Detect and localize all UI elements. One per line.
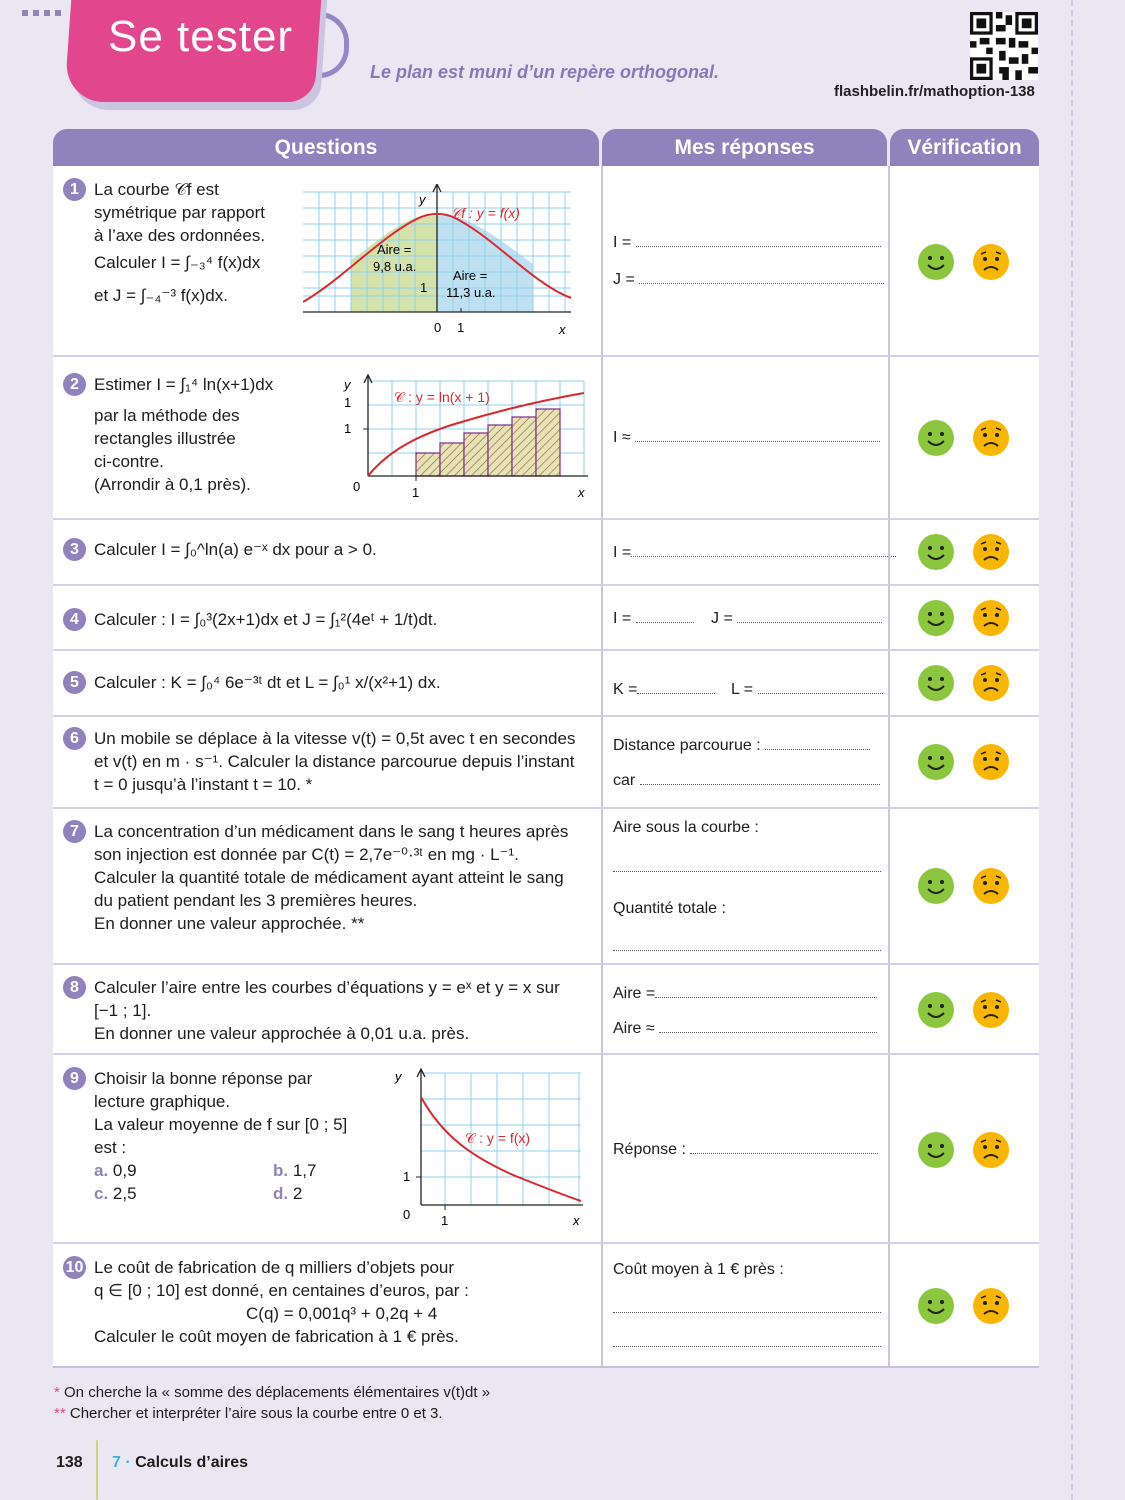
question-line: Calculer I = ∫₋₃⁴ f(x)dx xyxy=(94,253,261,272)
answer-field[interactable] xyxy=(613,610,694,628)
page-subtitle: Le plan est muni d’un repère orthogonal. xyxy=(370,62,720,82)
sad-face-icon[interactable] xyxy=(973,1132,1009,1168)
graph-x-one: 1 xyxy=(457,320,465,335)
happy-face-icon[interactable] xyxy=(918,744,954,780)
graph-origin: 0 xyxy=(434,320,442,335)
check-cell xyxy=(888,166,1041,356)
sad-face-icon[interactable] xyxy=(973,1288,1009,1324)
answer-field[interactable] xyxy=(613,544,896,562)
question-cell xyxy=(53,520,599,584)
answer-cell xyxy=(601,717,890,807)
question-line: Un mobile se déplace à la vitesse v(t) = 0,5t avec t en secondes xyxy=(94,729,576,748)
question-cell xyxy=(53,809,599,963)
question-line: En donner une valeur approchée. ** xyxy=(94,914,365,933)
question-line: La valeur moyenne de f sur [0 ; 5] xyxy=(94,1115,348,1134)
answer-label: I = xyxy=(613,544,632,561)
answer-label: Coût moyen à 1 € près : xyxy=(613,1261,784,1278)
graph-gaussian xyxy=(303,184,593,339)
question-line: (Arrondir à 0,1 près). xyxy=(94,475,251,494)
question-text xyxy=(94,178,265,307)
answer-field[interactable] xyxy=(613,1312,881,1313)
question-number: 9 xyxy=(63,1067,86,1090)
question-row-4 xyxy=(53,586,1039,649)
question-line: [−1 ; 1]. xyxy=(94,1001,152,1020)
graph-x-one: 1 xyxy=(441,1213,449,1228)
happy-face-icon[interactable] xyxy=(918,992,954,1028)
answer-field[interactable] xyxy=(613,681,715,699)
question-number: 3 xyxy=(63,538,86,561)
question-line: Calculer l’aire entre les courbes d’équations y = eˣ et y = x sur xyxy=(94,978,560,997)
question-line: lecture graphique. xyxy=(94,1092,231,1111)
answer-field[interactable] xyxy=(711,610,882,628)
sad-face-icon[interactable] xyxy=(973,534,1009,570)
question-text xyxy=(94,1256,469,1348)
check-cell xyxy=(888,1055,1041,1242)
sad-face-icon[interactable] xyxy=(973,600,1009,636)
graph-y-label: y xyxy=(419,192,426,207)
graph-x-one: 1 xyxy=(412,485,420,500)
happy-face-icon[interactable] xyxy=(918,600,954,636)
question-line: t = 0 jusqu’à l’instant t = 10. * xyxy=(94,775,313,794)
answer-label: I ≈ xyxy=(613,429,631,446)
happy-face-icon[interactable] xyxy=(918,665,954,701)
rectangle-bar xyxy=(416,453,440,476)
question-text xyxy=(94,820,568,935)
rectangle-bar xyxy=(536,409,560,476)
answer-field[interactable] xyxy=(613,737,870,755)
graph-decreasing xyxy=(393,1067,593,1237)
rectangle-bar xyxy=(488,425,512,476)
check-cell xyxy=(888,809,1041,963)
question-cell xyxy=(53,586,599,649)
question-text xyxy=(94,727,575,796)
question-number: 1 xyxy=(63,178,86,201)
rectangle-bar xyxy=(512,417,536,476)
answer-cell xyxy=(601,1055,890,1242)
qr-code-icon[interactable] xyxy=(970,12,1038,80)
sad-face-icon[interactable] xyxy=(973,868,1009,904)
question-row-3 xyxy=(53,520,1039,584)
table-bottom-border xyxy=(53,1366,1039,1368)
sad-face-icon[interactable] xyxy=(973,665,1009,701)
question-line: par la méthode des xyxy=(94,406,240,425)
graph-y-label: y xyxy=(344,377,351,392)
question-row-9 xyxy=(53,1055,1039,1242)
happy-face-icon[interactable] xyxy=(918,420,954,456)
question-line: Calculer le coût moyen de fabrication à 1 € près. xyxy=(94,1327,459,1346)
question-line: C(q) = 0,001q³ + 0,2q + 4 xyxy=(246,1304,438,1323)
answer-label: car xyxy=(613,772,636,789)
options-grid xyxy=(94,1159,347,1205)
question-row-2 xyxy=(53,357,1039,518)
area-left-value: 9,8 u.a. xyxy=(373,259,417,274)
check-cell xyxy=(888,357,1041,518)
question-line: Le coût de fabrication de q milliers d’objets pour xyxy=(94,1258,455,1277)
question-row-8 xyxy=(53,965,1039,1053)
graph-origin: 0 xyxy=(403,1207,411,1222)
question-number: 5 xyxy=(63,671,86,694)
page-number: 138 xyxy=(56,1454,83,1471)
page-title: Se tester xyxy=(108,12,294,61)
answer-label: I = xyxy=(613,610,632,627)
answer-field[interactable] xyxy=(613,772,880,790)
margin-divider xyxy=(1071,0,1073,1500)
sad-face-icon[interactable] xyxy=(973,992,1009,1028)
curve-label: 𝒞 : y = f(x) xyxy=(465,1130,531,1146)
answer-cell xyxy=(601,357,890,518)
graph-x-label: x xyxy=(578,485,585,500)
answer-label: Quantité totale : xyxy=(613,900,726,917)
sad-face-icon[interactable] xyxy=(973,420,1009,456)
option-b[interactable]: b. 1,7 xyxy=(273,1161,317,1180)
question-cell xyxy=(53,1055,599,1242)
option-d[interactable]: d. 2 xyxy=(273,1184,303,1203)
question-number: 6 xyxy=(63,727,86,750)
answer-cell xyxy=(601,965,890,1053)
answer-field[interactable] xyxy=(613,429,880,447)
check-cell xyxy=(888,520,1041,584)
happy-face-icon[interactable] xyxy=(918,868,954,904)
answer-field[interactable] xyxy=(613,1020,877,1038)
answer-field[interactable] xyxy=(613,1141,878,1159)
area-right-label: Aire = xyxy=(453,268,488,283)
graph-ln xyxy=(338,371,593,506)
happy-face-icon[interactable] xyxy=(918,1288,954,1324)
sad-face-icon[interactable] xyxy=(973,244,1009,280)
question-line: rectangles illustrée xyxy=(94,429,236,448)
question-row-5 xyxy=(53,651,1039,715)
check-cell xyxy=(888,717,1041,807)
header-check: Vérification xyxy=(890,129,1039,166)
question-line: est : xyxy=(94,1138,127,1157)
decor-dots xyxy=(22,10,66,16)
question-line: Choisir la bonne réponse par xyxy=(94,1069,313,1088)
question-text xyxy=(94,373,273,496)
check-cell xyxy=(888,1244,1041,1366)
question-number: 8 xyxy=(63,976,86,999)
answer-field[interactable] xyxy=(731,681,883,699)
answer-label: L = xyxy=(731,681,754,698)
answer-field[interactable] xyxy=(613,1346,881,1347)
happy-face-icon[interactable] xyxy=(918,534,954,570)
answer-field[interactable] xyxy=(613,871,881,872)
header-answers: Mes réponses xyxy=(602,129,887,166)
footnote: * On cherche la « somme des déplacements élémentaires v(t)dt » xyxy=(54,1384,491,1401)
answer-cell xyxy=(601,520,890,584)
answer-label: Aire = xyxy=(613,985,656,1002)
answer-label: Aire ≈ xyxy=(613,1020,655,1037)
answer-label: Réponse : xyxy=(613,1141,686,1158)
answer-cell xyxy=(601,1244,890,1366)
footnote: ** Chercher et interpréter l’aire sous la courbe entre 0 et 3. xyxy=(54,1405,443,1422)
question-text xyxy=(94,976,560,1045)
question-text: Calculer : I = ∫₀³(2x+1)dx et J = ∫₁²(4eᵗ + 1/t)dt. xyxy=(94,610,438,629)
answer-cell xyxy=(601,166,890,356)
answer-label: I = xyxy=(613,234,632,251)
option-a[interactable]: a. 0,9 xyxy=(94,1161,137,1180)
question-cell xyxy=(53,717,599,807)
question-row-6 xyxy=(53,717,1039,807)
question-line: La courbe 𝒞f est xyxy=(94,180,219,199)
question-cell xyxy=(53,1244,599,1366)
question-text: Calculer : K = ∫₀⁴ 6e⁻³ᵗ dt et L = ∫₀¹ x/(x²+1) dx. xyxy=(94,673,441,692)
answer-label: Distance parcourue : xyxy=(613,737,761,754)
curve-label: 𝒞 : y = ln(x + 1) xyxy=(394,389,490,405)
question-row-1 xyxy=(53,166,1039,356)
question-line: Estimer I = ∫₁⁴ ln(x+1)dx xyxy=(94,375,274,394)
curve-label: 𝒞f : y = f(x) xyxy=(451,205,520,221)
area-left-label: Aire = xyxy=(377,242,412,257)
graph-origin: 0 xyxy=(353,479,361,494)
question-line: son injection est donnée par C(t) = 2,7e⁻⁰·³ᵗ en mg · L⁻¹. xyxy=(94,845,519,864)
graph-y-one: 1 xyxy=(344,421,352,436)
happy-face-icon[interactable] xyxy=(918,1132,954,1168)
graph-x-label: x xyxy=(573,1213,580,1228)
answer-cell xyxy=(601,586,890,649)
rectangle-bar xyxy=(464,433,488,476)
question-line: q ∈ [0 ; 10] est donné, en centaines d’euros, par : xyxy=(94,1281,469,1300)
graph-x-label: x xyxy=(559,322,566,337)
answer-cell xyxy=(601,809,890,963)
question-cell xyxy=(53,651,599,715)
answer-label: Aire sous la courbe : xyxy=(613,819,759,836)
header-questions: Questions xyxy=(53,129,599,166)
answer-label: K = xyxy=(613,681,638,698)
rectangle-bar xyxy=(440,443,464,476)
answer-field[interactable] xyxy=(613,234,881,252)
option-c[interactable]: c. 2,5 xyxy=(94,1184,137,1203)
question-line: Calculer la quantité totale de médicament ayant atteint le sang xyxy=(94,868,564,887)
question-cell xyxy=(53,357,599,518)
question-line: symétrique par rapport xyxy=(94,203,266,222)
area-right-value: 11,3 u.a. xyxy=(446,285,496,300)
question-number: 4 xyxy=(63,608,86,631)
graph-y-one: 1 xyxy=(344,395,352,410)
happy-face-icon[interactable] xyxy=(918,244,954,280)
answer-cell xyxy=(601,651,890,715)
sad-face-icon[interactable] xyxy=(973,744,1009,780)
check-cell xyxy=(888,965,1041,1053)
question-text: Calculer I = ∫₀^ln(a) e⁻ˣ dx pour a > 0. xyxy=(94,540,377,559)
graph-y-one: 1 xyxy=(420,280,428,295)
answer-field[interactable] xyxy=(613,271,884,289)
question-number: 2 xyxy=(63,373,86,396)
question-row-7 xyxy=(53,809,1039,963)
check-cell xyxy=(888,651,1041,715)
chapter-title: 7 · Calculs d’aires xyxy=(112,1454,249,1471)
question-text xyxy=(94,1067,347,1205)
question-line: et J = ∫₋₄⁻³ f(x)dx. xyxy=(94,286,228,305)
question-cell xyxy=(53,965,599,1053)
check-cell xyxy=(888,586,1041,649)
footer-divider xyxy=(96,1440,98,1500)
graph-y-label: y xyxy=(395,1069,402,1084)
qr-link[interactable]: flashbelin.fr/mathoption-138 xyxy=(834,83,1035,100)
answer-label: J = xyxy=(711,610,733,627)
answer-label: J = xyxy=(613,271,635,288)
question-line: En donner une valeur approchée à 0,01 u.a. près. xyxy=(94,1024,470,1043)
question-line: du patient pendant les 3 premières heures. xyxy=(94,891,418,910)
question-line: à l’axe des ordonnées. xyxy=(94,226,266,245)
question-line: et v(t) en m · s⁻¹. Calculer la distance parcourue depuis l’instant xyxy=(94,752,575,771)
graph-y-one: 1 xyxy=(403,1169,411,1184)
question-line: La concentration d’un médicament dans le sang t heures après xyxy=(94,822,569,841)
answer-field[interactable] xyxy=(613,985,877,1003)
question-number: 7 xyxy=(63,820,86,843)
question-row-10 xyxy=(53,1244,1039,1366)
answer-field[interactable] xyxy=(613,950,881,951)
question-line: ci-contre. xyxy=(94,452,164,471)
question-number: 10 xyxy=(63,1256,86,1279)
question-cell xyxy=(53,166,599,356)
